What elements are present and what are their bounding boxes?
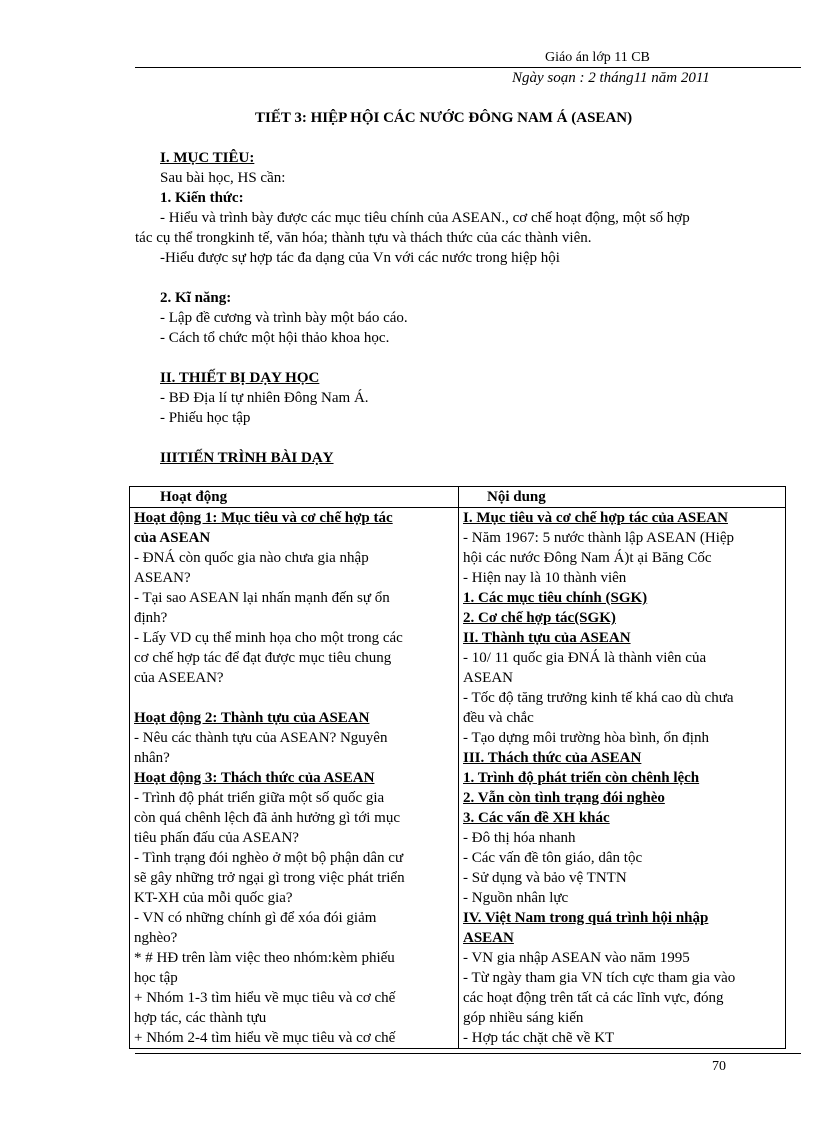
equipment-item-1: - BĐ Địa lí tự nhiên Đông Nam Á. bbox=[160, 390, 369, 406]
content-line: - 10/ 11 quốc gia ĐNÁ là thành viên của bbox=[463, 650, 707, 666]
activity-column bbox=[130, 508, 459, 1049]
activity-line: nhân? bbox=[134, 750, 170, 766]
content-line: ASEAN bbox=[463, 670, 514, 686]
header-activity: Hoạt động bbox=[130, 487, 459, 508]
equipment-item-2: - Phiếu học tập bbox=[160, 410, 251, 426]
content-line: III. Thách thức của ASEAN bbox=[463, 750, 642, 766]
activity-line: + Nhóm 2-4 tìm hiểu về mục tiêu và cơ chế bbox=[134, 1030, 396, 1046]
content-line: - Tốc độ tăng trưởng kinh tế khá cao dù chưa bbox=[463, 690, 734, 706]
table-body-row bbox=[130, 508, 786, 1049]
activity-line: hợp tác, các thành tựu bbox=[134, 1010, 267, 1026]
content-line: 3. Các vấn đề XH khác bbox=[463, 810, 610, 826]
content-line: - Sử dụng và bảo vệ TNTN bbox=[463, 870, 627, 886]
content-line: hội các nước Đông Nam Á)t ại Băng Cốc bbox=[463, 550, 712, 566]
activity-line: tiêu phấn đấu của ASEAN? bbox=[134, 830, 299, 846]
knowledge-heading: 1. Kiến thức: bbox=[160, 190, 244, 206]
knowledge-line-3: -Hiểu được sự hợp tác đa dạng của Vn với các nước trong hiệp hội bbox=[160, 250, 560, 266]
content-line: - Nguồn nhân lực bbox=[463, 890, 569, 906]
content-line: 2. Vẫn còn tình trạng đói nghèo bbox=[463, 790, 665, 806]
activity-line: sẽ gây những trở ngại gì trong việc phát triển bbox=[134, 870, 405, 886]
activity-line: Hoạt động 1: Mục tiêu và cơ chế hợp tác bbox=[134, 510, 393, 526]
activity-line: - ĐNÁ còn quốc gia nào chưa gia nhập bbox=[134, 550, 369, 566]
skills-heading: 2. Kĩ năng: bbox=[160, 290, 232, 306]
header-content: Nội dung bbox=[459, 487, 786, 508]
table-header-row bbox=[130, 487, 786, 508]
activity-line bbox=[134, 688, 458, 708]
activity-line: còn quá chênh lệch đã ảnh hưởng gì tới mục bbox=[134, 810, 401, 826]
activity-line: của ASEEAN? bbox=[134, 670, 224, 686]
content-line: ASEAN bbox=[463, 930, 514, 946]
header-date: Ngày soạn : 2 tháng11 năm 2011 bbox=[512, 70, 710, 86]
activity-line: - Tình trạng đói nghèo ở một bộ phận dân cư bbox=[134, 850, 404, 866]
activity-line: cơ chế hợp tác để đạt được mục tiêu chung bbox=[134, 650, 392, 666]
content-line: các hoạt động trên tất cả các lĩnh vực, đóng bbox=[463, 990, 724, 1006]
header-subject: Giáo án lớp 11 CB bbox=[545, 50, 650, 65]
content-line: đều và chắc bbox=[463, 710, 534, 726]
content-line: - Hợp tác chặt chẽ về KT bbox=[463, 1030, 615, 1046]
activity-line: - Nêu các thành tựu của ASEAN? Nguyên bbox=[134, 730, 388, 746]
footer-rule bbox=[135, 1053, 801, 1054]
content-line: - Từ ngày tham gia VN tích cực tham gia vào bbox=[463, 970, 736, 986]
content-line: - Tạo dựng môi trường hòa bình, ổn định bbox=[463, 730, 709, 746]
activity-line: * # HĐ trên làm việc theo nhóm:kèm phiếu bbox=[134, 950, 395, 966]
content-line: góp nhiều sáng kiến bbox=[463, 1010, 584, 1026]
skills-line-1: - Lập đề cương và trình bày một báo cáo. bbox=[160, 310, 408, 326]
header-rule bbox=[135, 67, 801, 68]
content-line: - Đô thị hóa nhanh bbox=[463, 830, 576, 846]
content-line: 2. Cơ chế hợp tác(SGK) bbox=[463, 610, 616, 626]
activity-line: - Trình độ phát triển giữa một số quốc gia bbox=[134, 790, 385, 806]
content-line: IV. Việt Nam trong quá trình hội nhập bbox=[463, 910, 709, 926]
activity-line: - Tại sao ASEAN lại nhấn mạnh đến sự ổn bbox=[134, 590, 390, 606]
section1-heading: I. MỤC TIÊU: bbox=[160, 150, 255, 166]
knowledge-line-2: tác cụ thể trongkinh tế, văn hóa; thành tựu và thách thức của các thành viên. bbox=[135, 230, 592, 246]
knowledge-line-1: - Hiểu và trình bày được các mục tiêu chính của ASEAN., cơ chế hoạt động, một số hợp bbox=[160, 210, 690, 226]
content-line: 1. Trình độ phát triển còn chênh lệch bbox=[463, 770, 700, 786]
activity-line: + Nhóm 1-3 tìm hiểu về mục tiêu và cơ chế bbox=[134, 990, 396, 1006]
activity-line: của ASEAN bbox=[134, 530, 211, 546]
activity-line: - VN có những chính gì để xóa đói giảm bbox=[134, 910, 377, 926]
content-line: II. Thành tựu của ASEAN bbox=[463, 630, 631, 646]
activity-line: định? bbox=[134, 610, 168, 626]
activity-line: KT-XH của mỗi quốc gia? bbox=[134, 890, 293, 906]
activity-line: học tập bbox=[134, 970, 178, 986]
content-line: - Năm 1967: 5 nước thành lập ASEAN (Hiệp bbox=[463, 530, 735, 546]
lesson-title: TIẾT 3: HIỆP HỘI CÁC NƯỚC ĐÔNG NAM Á (ASEAN) bbox=[255, 110, 633, 126]
section3-heading: IIITIẾN TRÌNH BÀI DẠY bbox=[160, 450, 334, 466]
activity-line: Hoạt động 3: Thách thức của ASEAN bbox=[134, 770, 375, 786]
lesson-table bbox=[129, 486, 786, 1049]
content-line: - Các vấn đề tôn giáo, dân tộc bbox=[463, 850, 643, 866]
content-column bbox=[459, 508, 786, 1049]
content-line: - Hiện nay là 10 thành viên bbox=[463, 570, 627, 586]
activity-line: nghèo? bbox=[134, 930, 178, 946]
page-number: 70 bbox=[712, 1059, 726, 1074]
activity-line: ASEAN? bbox=[134, 570, 191, 586]
section2-heading: II. THIẾT BỊ DẠY HỌC bbox=[160, 370, 320, 386]
content-line: 1. Các mục tiêu chính (SGK) bbox=[463, 590, 648, 606]
skills-line-2: - Cách tổ chức một hội thảo khoa học. bbox=[160, 330, 390, 346]
content-line: - VN gia nhập ASEAN vào năm 1995 bbox=[463, 950, 690, 966]
content-line: I. Mục tiêu và cơ chế hợp tác của ASEAN bbox=[463, 510, 728, 526]
activity-line: Hoạt động 2: Thành tựu của ASEAN bbox=[134, 710, 370, 726]
activity-line: - Lấy VD cụ thể minh họa cho một trong các bbox=[134, 630, 403, 646]
section1-intro: Sau bài học, HS cần: bbox=[160, 170, 286, 186]
